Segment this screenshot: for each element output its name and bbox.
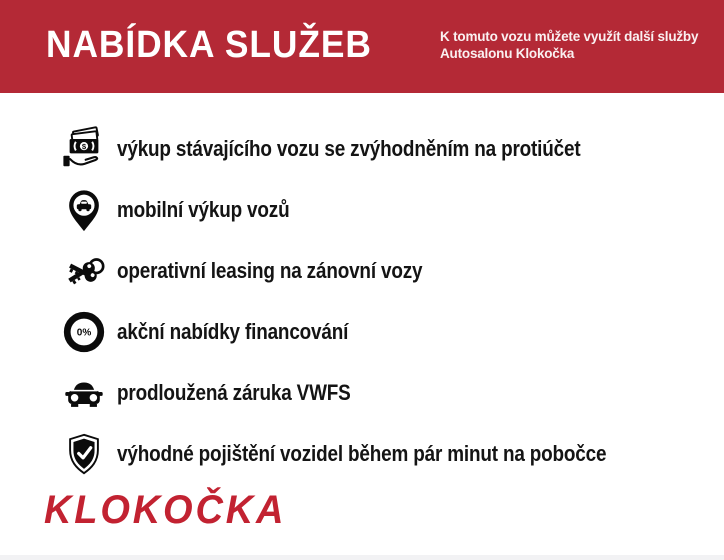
- service-row-financing: [0, 301, 724, 362]
- service-row-buyback: [0, 118, 724, 179]
- service-row-leasing: [0, 240, 724, 301]
- car-keys-icon: [61, 247, 107, 295]
- bottom-edge-strip: [0, 555, 724, 560]
- zero-percent-text: 0%: [76, 327, 92, 339]
- service-row-insurance: [0, 423, 724, 484]
- banner-subtitle: [440, 28, 700, 62]
- service-row-warranty: [0, 362, 724, 423]
- service-label: operativní leasing na zánovní vozy: [117, 257, 423, 283]
- klokocka-logo: KLOKOČKA: [44, 488, 287, 532]
- car-location-pin-icon: [61, 186, 107, 234]
- header-banner: [0, 0, 724, 93]
- money-in-hand-icon: [61, 125, 107, 173]
- svg-text:$: $: [81, 141, 87, 151]
- service-label: výhodné pojištění vozidel během pár minut na pobočce: [117, 440, 607, 466]
- services-list: [0, 118, 724, 484]
- service-label: výkup stávajícího vozu se zvýhodněním na protiúčet: [117, 135, 581, 161]
- car-icon: [61, 369, 107, 417]
- shield-check-icon: [61, 430, 107, 478]
- service-label: prodloužená záruka VWFS: [117, 379, 351, 405]
- service-row-mobile-buyback: [0, 179, 724, 240]
- banner-subtitle-line1: K tomuto vozu můžete využít další služby: [440, 29, 699, 44]
- banner-subtitle-line2: Autosalonu Klokočka: [440, 46, 575, 61]
- service-label: mobilní výkup vozů: [117, 196, 290, 222]
- zero-percent-icon: [61, 308, 107, 356]
- page-title: NABÍDKA SLUŽEB: [46, 24, 372, 66]
- service-label: akční nabídky financování: [117, 318, 349, 344]
